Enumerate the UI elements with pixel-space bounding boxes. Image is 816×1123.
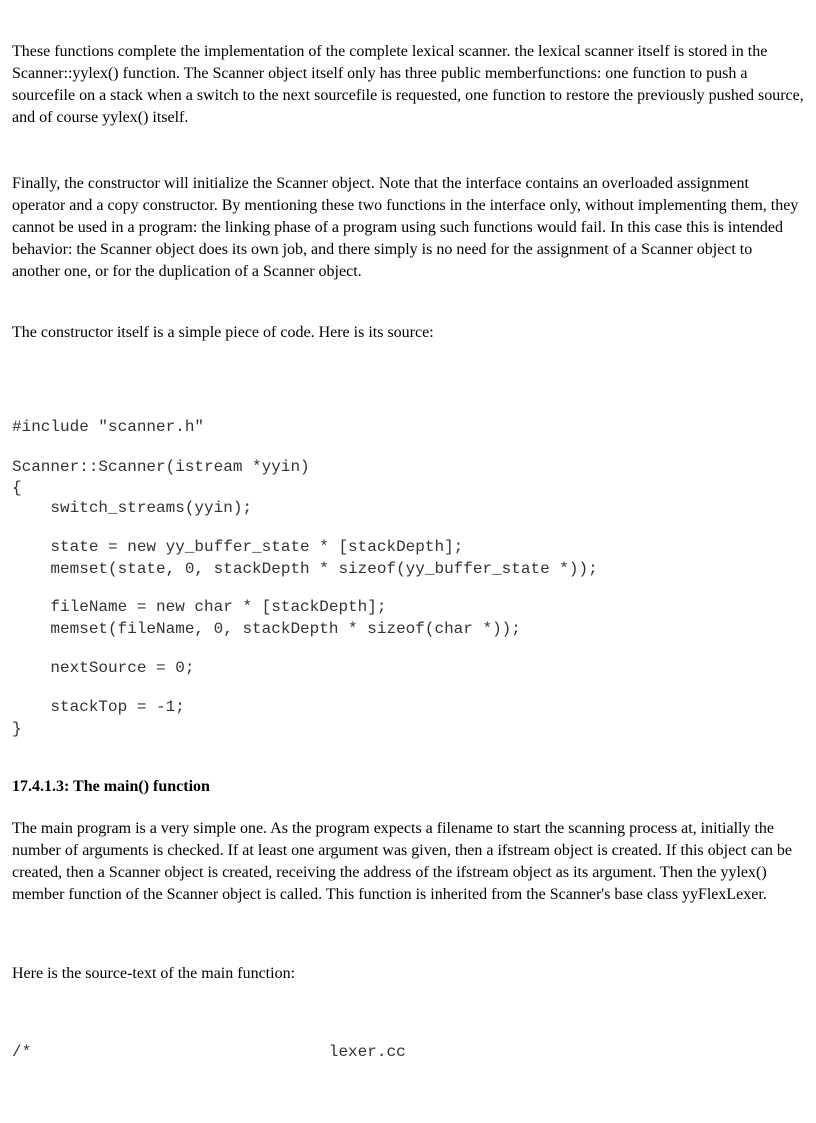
code-line: fileName = new char * [stackDepth]; <box>12 598 387 616</box>
code-line: state = new yy_buffer_state * [stackDepth]; <box>12 538 464 556</box>
paragraph-main-source: Here is the source-text of the main function: <box>12 965 296 982</box>
code-line: memset(fileName, 0, stackDepth * sizeof(char *)); <box>12 620 521 638</box>
code-line: /* lexer.cc <box>12 1043 406 1061</box>
code-line: switch_streams(yyin); <box>12 499 253 517</box>
code-line: #include "scanner.h" <box>12 418 205 436</box>
code-line: Scanner::Scanner(istream *yyin) <box>12 458 310 476</box>
paragraph-main-program: The main program is a very simple one. As the program expects a filename to start the scanning process at, initially the number of arguments is checked. If at least one argument was given, then a ifstream object is created. If this object can be created, then a Scanner object is created, receiving the address of the ifstream object as its argument. Then the yylex() member function of the Scanner object is called. This function is inherited from the Scanner's base class yyFlexLexer. <box>12 820 793 903</box>
paragraph-constructor-intro: Finally, the constructor will initialize the Scanner object. Note that the interface contains an overloaded assignment operator and a copy constructor. By mentioning these two functions in the interface only, without implementing them, they cannot be used in a program: the linking phase of a program using such functions would fail. In this case this is intended behavior: the Scanner object does its own job, and there simply is no need for the assignment of a Scanner object to another one, or for the duplication of a Scanner object. <box>12 175 799 280</box>
code-line: nextSource = 0; <box>12 659 195 677</box>
code-line: stackTop = -1; <box>12 698 185 716</box>
paragraph-constructor-source: The constructor itself is a simple piece of code. Here is its source: <box>12 324 434 341</box>
code-line: memset(state, 0, stackDepth * sizeof(yy_buffer_state *)); <box>12 560 598 578</box>
section-heading-main-function: 17.4.1.3: The main() function <box>12 778 210 795</box>
code-line: { <box>12 479 22 497</box>
paragraph-scanner-functions: These functions complete the implementation of the complete lexical scanner. the lexical scanner itself is stored in the Scanner::yylex() function. The Scanner object itself only has three public memberfunctions: one function to push a sourcefile on a stack when a switch to the next sourcefile is requested, one function to restore the previously pushed source, and of course yylex() itself. <box>12 43 804 126</box>
code-line: } <box>12 720 22 738</box>
